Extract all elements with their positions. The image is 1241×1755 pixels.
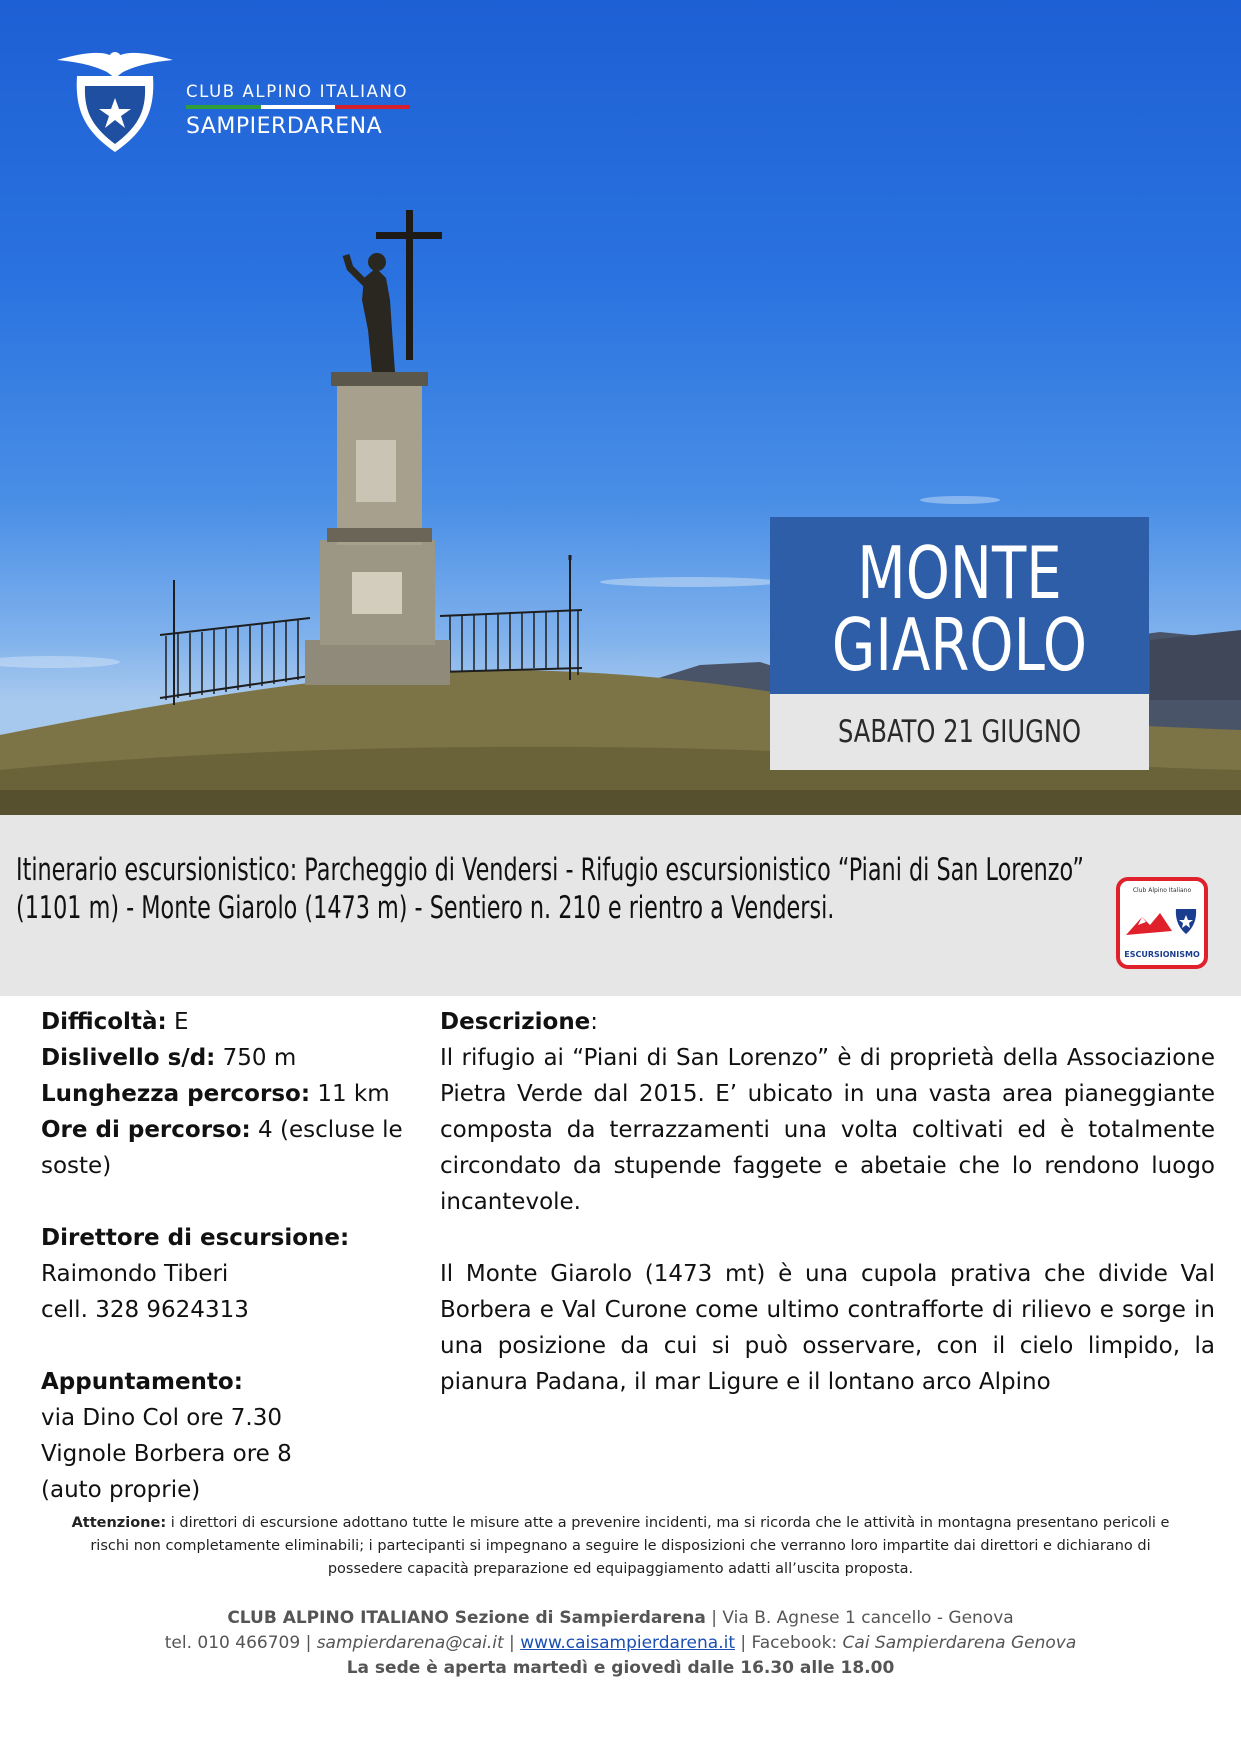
event-title-box <box>770 517 1149 694</box>
itinerary-text <box>16 851 1084 927</box>
hours-row <box>41 1112 411 1184</box>
director-phone: cell. 328 9624313 <box>41 1297 249 1323</box>
footer-email[interactable]: sampierdarena@cai.it <box>316 1633 504 1653</box>
difficulty-label: Difficoltà: <box>41 1009 167 1035</box>
director-name: Raimondo Tiberi <box>41 1261 229 1287</box>
description-label: Descrizione <box>440 1009 591 1035</box>
event-title-line2: GIAROLO <box>831 603 1088 687</box>
footer <box>0 1606 1241 1681</box>
description-para1: Il rifugio ai “Piani di San Lorenzo” è di proprietà della Associazione Pietra Verde dal 2015. E’ ubicato in una vasta area pianeggiante composta da terrazzamenti una volta coltivati ed è totalmente circondato da stupende faggete e abetaie che lo rendono luogo incantevole. <box>440 1045 1215 1215</box>
footer-facebook: Cai Sampierdarena Genova <box>842 1633 1077 1653</box>
logo-subtitle: SAMPIERDARENA <box>186 114 383 139</box>
badge-mountain-icon <box>1120 901 1204 941</box>
length-row <box>41 1076 411 1112</box>
event-title-line1: MONTE <box>857 531 1062 615</box>
itinerary-line2: (1101 m) - Monte Giarolo (1473 m) - Sentiero n. 210 e rientro a Vendersi. <box>16 890 835 926</box>
footer-line2 <box>0 1631 1241 1656</box>
footer-org: CLUB ALPINO ITALIANO Sezione di Sampierdarena <box>227 1608 706 1628</box>
description-para2: Il Monte Giarolo (1473 mt) è una cupola prativa che divide Val Borbera e Val Curone come ultimo contrafforte di rilievo e sorge in una posizione da cui si può osservare, con il cielo limpido, la pianura Padana, il mar Ligure e il lontano arco Alpino <box>440 1261 1215 1395</box>
footer-sep2: | Facebook: <box>735 1633 843 1653</box>
itinerary-line1: Itinerario escursionistico: Parcheggio di Vendersi - Rifugio escursionistico “Piani di San Lorenzo” <box>16 852 1084 888</box>
elevation-row <box>41 1040 411 1076</box>
badge-bottom-text: ESCURSIONISMO <box>1124 950 1200 959</box>
description-colon: : <box>590 1009 599 1035</box>
event-date: SABATO 21 GIUGNO <box>838 714 1081 750</box>
meeting-line1: via Dino Col ore 7.30 <box>41 1405 282 1431</box>
difficulty-value: E <box>166 1009 189 1035</box>
length-value: 11 km <box>310 1081 390 1107</box>
footer-hours: La sede è aperta martedì e giovedì dalle 16.30 alle 18.00 <box>346 1658 895 1678</box>
description-heading <box>440 1004 1215 1040</box>
meeting-line2: Vignole Borbera ore 8 <box>41 1441 292 1467</box>
logo-flag-stripe <box>186 105 410 109</box>
escursionismo-badge <box>1116 877 1208 969</box>
length-label: Lunghezza percorso: <box>41 1081 311 1107</box>
description <box>440 1004 1215 1400</box>
hours-label: Ore di percorso: <box>41 1117 251 1143</box>
meeting-line3: (auto proprie) <box>41 1477 201 1503</box>
warning-label: Attenzione: <box>71 1515 167 1531</box>
warning-text: i direttori di escursione adottano tutte le misure atte a prevenire incidenti, ma si ricorda che le attività in montagna presentano pericoli e rischi non completamente eliminabili; i partecipanti si impegnano a seguire le disposizioni che verranno loro impartite dai direttori e dichiarano di possedere capacità preparazione ed equipaggiamento adatti all’uscita proposta. <box>90 1515 1170 1577</box>
event-details <box>41 1004 411 1508</box>
difficulty-row <box>41 1004 411 1040</box>
hours-value: 4 (escluse le soste) <box>41 1117 403 1179</box>
itinerary-band <box>0 815 1241 996</box>
event-date-box <box>770 694 1149 770</box>
elevation-label: Dislivello s/d: <box>41 1045 216 1071</box>
badge-top-text: Club Alpino Italiano <box>1132 887 1192 894</box>
director-label: Direttore di escursione: <box>41 1225 350 1251</box>
footer-website-link[interactable]: www.caisampierdarena.it <box>520 1633 735 1653</box>
elevation-value: 750 m <box>215 1045 297 1071</box>
footer-sep1: | <box>503 1633 521 1653</box>
footer-address: | Via B. Agnese 1 cancello - Genova <box>705 1608 1014 1628</box>
meeting-label: Appuntamento: <box>41 1369 243 1395</box>
footer-line1 <box>0 1606 1241 1631</box>
logo-title: CLUB ALPINO ITALIANO <box>186 82 409 101</box>
hero-photo <box>0 0 1241 815</box>
safety-warning <box>60 1512 1181 1581</box>
footer-tel: tel. 010 466709 | <box>164 1633 317 1653</box>
cai-logo <box>55 48 415 158</box>
